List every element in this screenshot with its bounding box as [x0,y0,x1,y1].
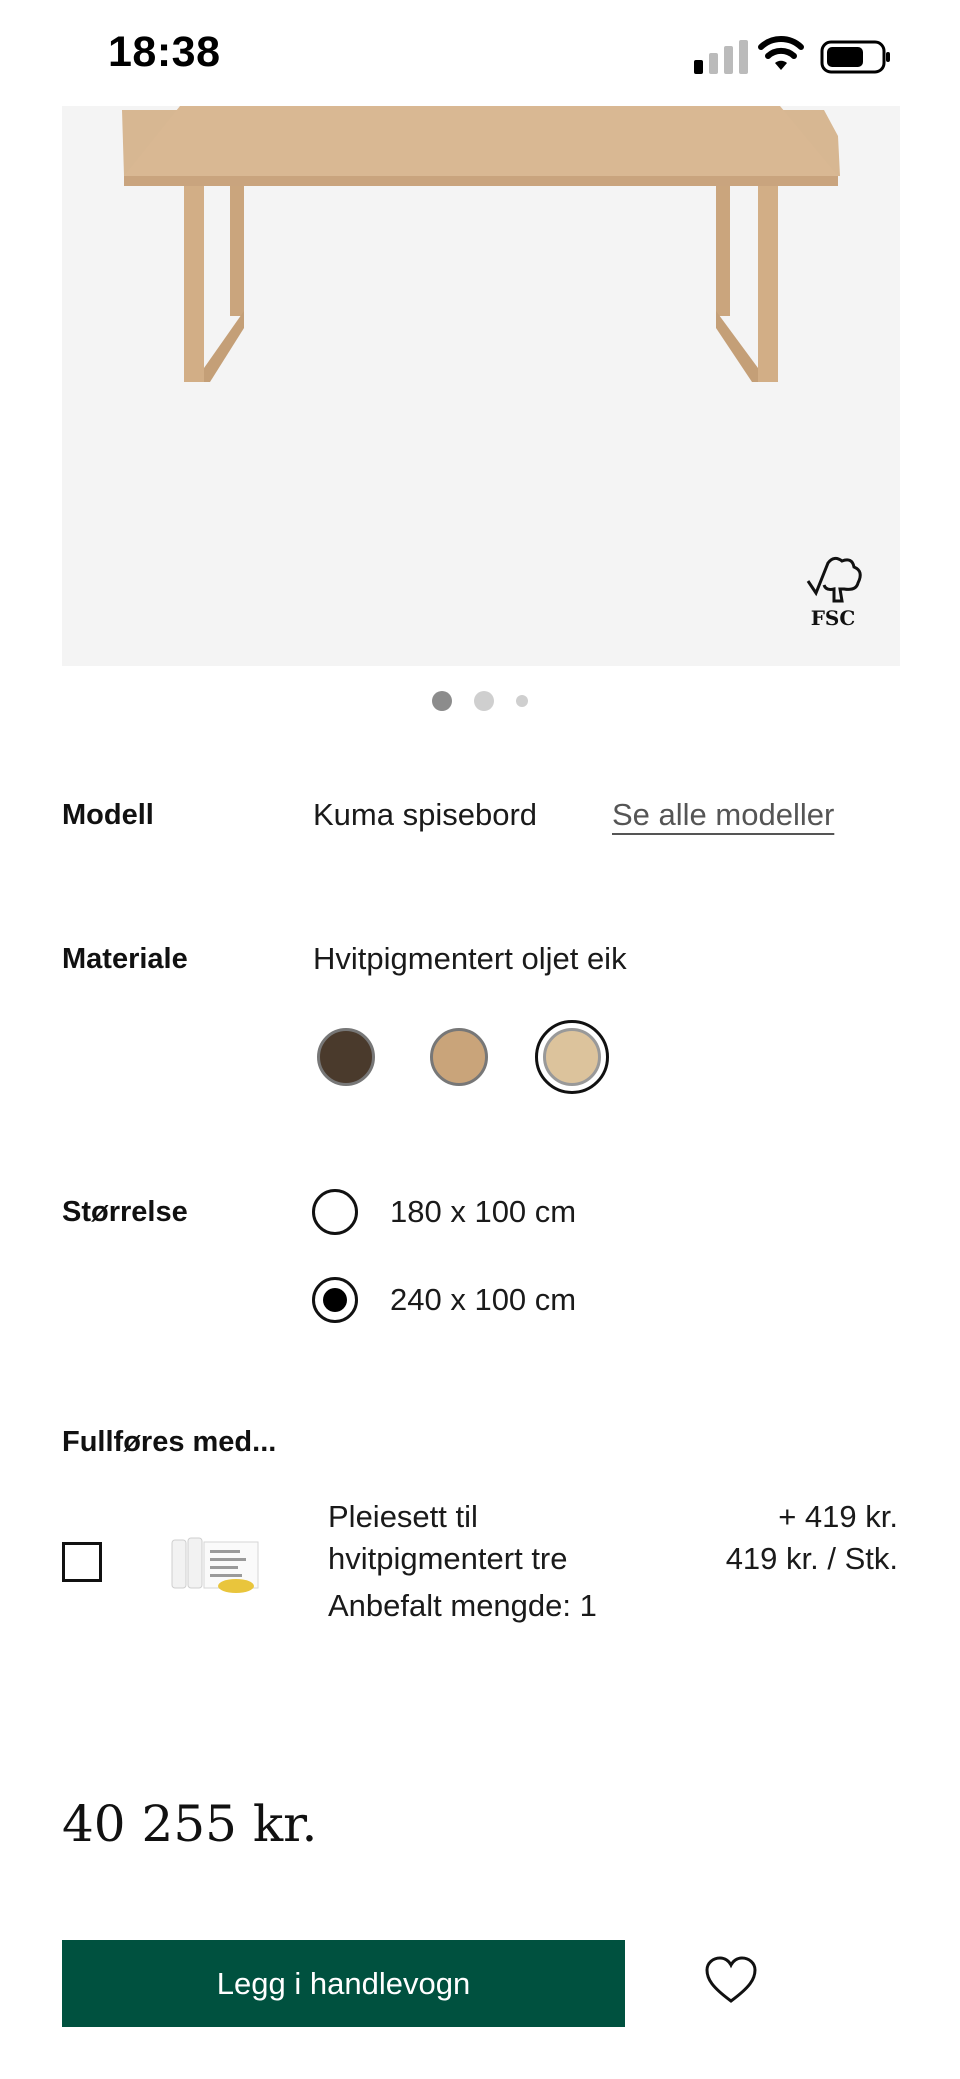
material-label: Materiale [62,943,188,975]
add-to-cart-button[interactable]: Legg i handlevogn [62,1940,625,2027]
radio-selected-dot [323,1288,347,1312]
battery-icon [820,40,892,74]
addons-heading: Fullføres med... [62,1426,277,1458]
gallery-pagination[interactable] [0,691,960,711]
size-radio-240[interactable] [312,1277,358,1323]
swatch-dark-oak[interactable] [317,1028,375,1086]
fsc-label: FSC [810,606,856,630]
cellular-signal-icon [694,40,748,74]
gallery-dot-2[interactable] [474,691,494,711]
see-all-models-link[interactable]: Se alle modeller [612,797,835,832]
size-label: Størrelse [62,1196,188,1228]
size-radio-180[interactable] [312,1189,358,1235]
model-value: Kuma spisebord [313,797,538,832]
heart-icon[interactable] [704,1955,758,2005]
material-value: Hvitpigmentert oljet eik [313,941,627,976]
wifi-icon [758,36,804,72]
status-time: 18:38 [108,28,221,76]
size-option-180-label[interactable]: 180 x 100 cm [390,1194,577,1229]
model-label: Modell [62,799,154,831]
total-price: 40 255 kr. [62,1795,318,1853]
addon-checkbox[interactable] [62,1542,102,1582]
swatch-oiled-oak[interactable] [430,1028,488,1086]
addon-price-add: + 419 kr. [778,1499,898,1534]
product-image[interactable] [62,106,900,666]
swatch-white-pigmented-oak[interactable] [543,1028,601,1086]
oak-dining-table-image [62,106,900,666]
size-option-240-label[interactable]: 240 x 100 cm [390,1282,577,1317]
gallery-dot-1[interactable] [432,691,452,711]
fsc-tree-icon [798,553,868,603]
addon-recommended-quantity: Anbefalt mengde: 1 [328,1588,597,1623]
fsc-badge [798,553,868,630]
addon-title: Pleiesett til hvitpigmentert tre [328,1499,568,1576]
addon-unit-price: 419 kr. / Stk. [725,1541,898,1576]
addon-product-image [168,1536,268,1601]
gallery-dot-3[interactable] [516,695,528,707]
addon-price-block [726,1496,898,1580]
